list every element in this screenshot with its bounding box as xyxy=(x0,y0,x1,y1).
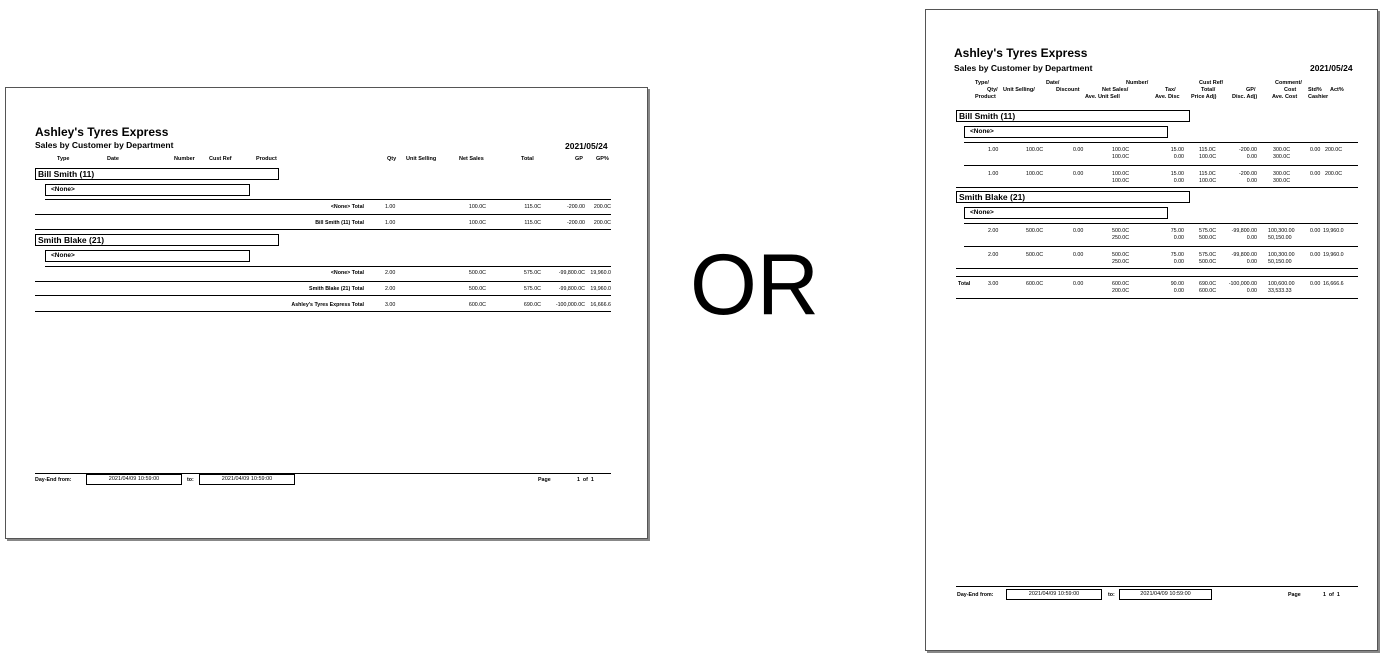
col-header-net-sales: Net Sales xyxy=(459,156,484,162)
report-date: 2021/05/24 xyxy=(1310,63,1353,73)
divider xyxy=(956,268,1358,269)
gp: -200.00 xyxy=(1239,171,1257,177)
col-header-date: Date xyxy=(107,156,119,162)
ave-cost: 50,150.00 xyxy=(1268,235,1292,241)
divider xyxy=(45,266,611,267)
col-header-date: Date/ xyxy=(1046,80,1060,86)
tax: 90.00 xyxy=(1170,281,1184,287)
divider xyxy=(35,295,611,296)
divider xyxy=(35,311,611,312)
std-pct: 0.00 xyxy=(1310,281,1321,287)
tax: 75.00 xyxy=(1170,228,1184,234)
gp: -100,000.00 xyxy=(1228,281,1257,287)
grand-total-gp: -100,000.0C xyxy=(555,302,585,308)
day-end-to-field: 2021/04/09 10:59:00 xyxy=(1119,589,1212,600)
day-end-from-label: Day-End from: xyxy=(957,592,994,598)
grand-total-total: 690.0C xyxy=(523,302,541,308)
col-header-std-pct: Std% xyxy=(1308,87,1322,93)
day-end-from-field: 2021/04/09 10:59:00 xyxy=(86,474,182,485)
col-header-type: Type/ xyxy=(975,80,989,86)
unit-selling: 600.0C xyxy=(1026,281,1044,287)
dept-total-label: <None> Total xyxy=(330,204,364,210)
divider xyxy=(964,142,1358,143)
day-end-from-label: Day-End from: xyxy=(35,477,72,483)
tax: 15.00 xyxy=(1170,147,1184,153)
department-group-header: <None> xyxy=(964,126,1168,138)
divider xyxy=(964,165,1358,166)
to-label: to: xyxy=(187,477,194,483)
ave-cost: 300.0C xyxy=(1273,154,1291,160)
ave-disc: 0.00 xyxy=(1173,178,1184,184)
divider xyxy=(45,199,611,200)
page-number: 1 of 1 xyxy=(577,477,594,483)
disc-adj: 0.00 xyxy=(1246,259,1257,265)
discount: 0.00 xyxy=(1073,171,1084,177)
department-group-header: <None> xyxy=(45,184,250,196)
cust-total-gp: -200.00 xyxy=(567,220,585,226)
dept-total-net-sales: 100.0C xyxy=(468,204,486,210)
grand-total-qty: 3.00 xyxy=(385,302,396,308)
tax: 75.00 xyxy=(1170,252,1184,258)
dept-total-qty: 1.00 xyxy=(385,204,396,210)
dept-total-gp: -200.00 xyxy=(567,204,585,210)
dept-total-net-sales: 500.0C xyxy=(468,270,486,276)
customer-group-header: Bill Smith (11) xyxy=(35,168,279,180)
qty: 1.00 xyxy=(988,171,999,177)
col-header-number: Number/ xyxy=(1126,80,1149,86)
gp: -99,800.00 xyxy=(1231,228,1257,234)
page-number: 1 of 1 xyxy=(1323,592,1340,598)
col-header-gp: GP/ xyxy=(1246,87,1256,93)
price-adj: 500.0C xyxy=(1199,259,1217,265)
disc-adj: 0.00 xyxy=(1246,288,1257,294)
gp: -99,800.00 xyxy=(1231,252,1257,258)
std-pct: 0.00 xyxy=(1310,147,1321,153)
col-header-ave-disc: Ave. Disc xyxy=(1155,94,1180,100)
ave-disc: 0.00 xyxy=(1173,235,1184,241)
cust-total-gp-pct: 200.0C xyxy=(593,220,611,226)
unit-selling: 100.0C xyxy=(1026,171,1044,177)
divider xyxy=(956,187,1358,188)
disc-adj: 0.00 xyxy=(1246,235,1257,241)
discount: 0.00 xyxy=(1073,147,1084,153)
ave-unit-sell: 200.0C xyxy=(1112,288,1130,294)
net-sales: 600.0C xyxy=(1112,281,1130,287)
discount: 0.00 xyxy=(1073,281,1084,287)
col-header-total: Total xyxy=(521,156,534,162)
cost: 100,300.00 xyxy=(1268,252,1295,258)
ave-disc: 0.00 xyxy=(1173,288,1184,294)
col-header-price-adj: Price Adj) xyxy=(1191,94,1217,100)
price-adj: 600.0C xyxy=(1199,288,1217,294)
cust-total-net-sales: 500.0C xyxy=(468,286,486,292)
cost: 300.0C xyxy=(1273,147,1291,153)
col-header-gp-pct: GP% xyxy=(596,156,609,162)
divider xyxy=(964,246,1358,247)
col-header-unit-selling: Unit Selling/ xyxy=(1003,87,1035,93)
dept-total-gp-pct: 200.0C xyxy=(593,204,611,210)
ave-disc: 0.00 xyxy=(1173,154,1184,160)
report-title: Sales by Customer by Department xyxy=(954,63,1093,73)
disc-adj: 0.00 xyxy=(1246,178,1257,184)
company-name: Ashley's Tyres Express xyxy=(35,125,169,139)
cust-total-qty: 2.00 xyxy=(385,286,396,292)
col-header-cust-ref: Cust Ref xyxy=(209,156,232,162)
col-header-act-pct: Act% xyxy=(1330,87,1344,93)
day-end-to-field: 2021/04/09 10:59:00 xyxy=(199,474,295,485)
total: 115.0C xyxy=(1199,171,1216,177)
price-adj: 100.0C xyxy=(1199,178,1217,184)
divider xyxy=(35,281,611,282)
col-header-type: Type xyxy=(57,156,70,162)
disc-adj: 0.00 xyxy=(1246,154,1257,160)
customer-group-header: Smith Blake (21) xyxy=(35,234,279,246)
cost: 300.0C xyxy=(1273,171,1291,177)
divider xyxy=(35,229,611,230)
col-header-product: Product xyxy=(975,94,996,100)
grand-total-net-sales: 600.0C xyxy=(468,302,486,308)
net-sales: 500.0C xyxy=(1112,252,1130,258)
divider xyxy=(956,298,1358,299)
col-header-cost: Cost xyxy=(1284,87,1297,93)
cust-total-label: Bill Smith (11) Total xyxy=(315,220,364,226)
col-header-product: Product xyxy=(256,156,277,162)
tax: 15.00 xyxy=(1170,171,1184,177)
total: 690.0C xyxy=(1199,281,1217,287)
or-separator: OR xyxy=(690,237,819,333)
total: 115.0C xyxy=(1199,147,1216,153)
ave-unit-sell: 100.0C xyxy=(1112,154,1130,160)
portrait-report-page xyxy=(925,9,1378,651)
std-pct: 0.00 xyxy=(1310,171,1321,177)
total: 575.0C xyxy=(1199,252,1217,258)
col-header-net-sales: Net Sales/ xyxy=(1102,87,1129,93)
net-sales: 500.0C xyxy=(1112,228,1130,234)
department-group-header: <None> xyxy=(964,207,1168,219)
col-header-comment: Comment/ xyxy=(1275,80,1302,86)
act-pct: 200.0C xyxy=(1325,147,1343,153)
landscape-report-page xyxy=(5,87,648,539)
col-header-unit-selling: Unit Selling xyxy=(406,156,437,162)
cust-total-net-sales: 100.0C xyxy=(468,220,486,226)
divider xyxy=(956,276,1358,277)
qty: 3.00 xyxy=(988,281,999,287)
col-header-number: Number xyxy=(174,156,195,162)
ave-unit-sell: 250.0C xyxy=(1112,235,1130,241)
divider xyxy=(964,223,1358,224)
dept-total-total: 115.0C xyxy=(524,204,541,210)
dept-total-total: 575.0C xyxy=(523,270,541,276)
company-name: Ashley's Tyres Express xyxy=(954,46,1088,60)
dept-total-label: <None> Total xyxy=(330,270,364,276)
std-pct: 0.00 xyxy=(1310,252,1321,258)
qty: 2.00 xyxy=(988,228,999,234)
cust-total-total: 115.0C xyxy=(524,220,541,226)
ave-cost: 33,533.33 xyxy=(1268,288,1292,294)
dept-total-gp-pct: 19,960.0 xyxy=(590,270,611,276)
cust-total-gp: -99,800.0C xyxy=(558,286,585,292)
cust-total-gp-pct: 19,960.0 xyxy=(590,286,611,292)
report-title: Sales by Customer by Department xyxy=(35,140,174,150)
price-adj: 100.0C xyxy=(1199,154,1217,160)
unit-selling: 500.0C xyxy=(1026,252,1044,258)
customer-group-header: Smith Blake (21) xyxy=(956,191,1190,203)
col-header-cust-ref: Cust Ref/ xyxy=(1199,80,1224,86)
act-pct: 19,960.0 xyxy=(1323,252,1344,258)
cost: 100,300.00 xyxy=(1268,228,1295,234)
ave-cost: 50,150.00 xyxy=(1268,259,1292,265)
grand-total-label: Ashley's Tyres Express Total xyxy=(291,302,364,308)
cust-total-qty: 1.00 xyxy=(385,220,396,226)
col-header-disc-adj: Disc. Adj) xyxy=(1232,94,1258,100)
gp: -200.00 xyxy=(1239,147,1257,153)
col-header-ave-cost: Ave. Cost xyxy=(1272,94,1298,100)
customer-group-header: Bill Smith (11) xyxy=(956,110,1190,122)
unit-selling: 500.0C xyxy=(1026,228,1044,234)
day-end-from-field: 2021/04/09 10:59:00 xyxy=(1006,589,1102,600)
to-label: to: xyxy=(1108,592,1115,598)
col-header-qty: Qty xyxy=(387,156,397,162)
ave-cost: 300.0C xyxy=(1273,178,1291,184)
qty: 2.00 xyxy=(988,252,999,258)
col-header-qty: Qty/ xyxy=(987,87,998,93)
act-pct: 19,960.0 xyxy=(1323,228,1344,234)
unit-selling: 100.0C xyxy=(1026,147,1044,153)
dept-total-gp: -99,800.0C xyxy=(558,270,585,276)
report-date: 2021/05/24 xyxy=(565,141,608,151)
col-header-cashier: Cashier xyxy=(1308,94,1329,100)
footer-divider xyxy=(956,586,1358,587)
col-header-discount: Discount xyxy=(1056,87,1080,93)
col-header-tax: Tax/ xyxy=(1165,87,1176,93)
department-group-header: <None> xyxy=(45,250,250,262)
ave-disc: 0.00 xyxy=(1173,259,1184,265)
discount: 0.00 xyxy=(1073,228,1084,234)
page-label: Page xyxy=(1288,592,1301,598)
cost: 100,600.00 xyxy=(1268,281,1295,287)
divider xyxy=(35,214,611,215)
price-adj: 500.0C xyxy=(1199,235,1217,241)
act-pct: 200.0C xyxy=(1325,171,1343,177)
grand-total-label: Total xyxy=(958,281,971,287)
qty: 1.00 xyxy=(988,147,999,153)
dept-total-qty: 2.00 xyxy=(385,270,396,276)
ave-unit-sell: 250.0C xyxy=(1112,259,1130,265)
cust-total-label: Smith Blake (21) Total xyxy=(309,286,364,292)
grand-total-gp-pct: 16,666.6 xyxy=(590,302,611,308)
col-header-total: Total/ xyxy=(1201,87,1216,93)
net-sales: 100.0C xyxy=(1112,171,1130,177)
ave-unit-sell: 100.0C xyxy=(1112,178,1130,184)
std-pct: 0.00 xyxy=(1310,228,1321,234)
col-header-gp: GP xyxy=(575,156,583,162)
total: 575.0C xyxy=(1199,228,1217,234)
act-pct: 16,666.6 xyxy=(1323,281,1344,287)
page-label: Page xyxy=(538,477,551,483)
cust-total-total: 575.0C xyxy=(523,286,541,292)
net-sales: 100.0C xyxy=(1112,147,1130,153)
discount: 0.00 xyxy=(1073,252,1084,258)
col-header-ave-unit-sell: Ave. Unit Sell xyxy=(1085,94,1120,100)
